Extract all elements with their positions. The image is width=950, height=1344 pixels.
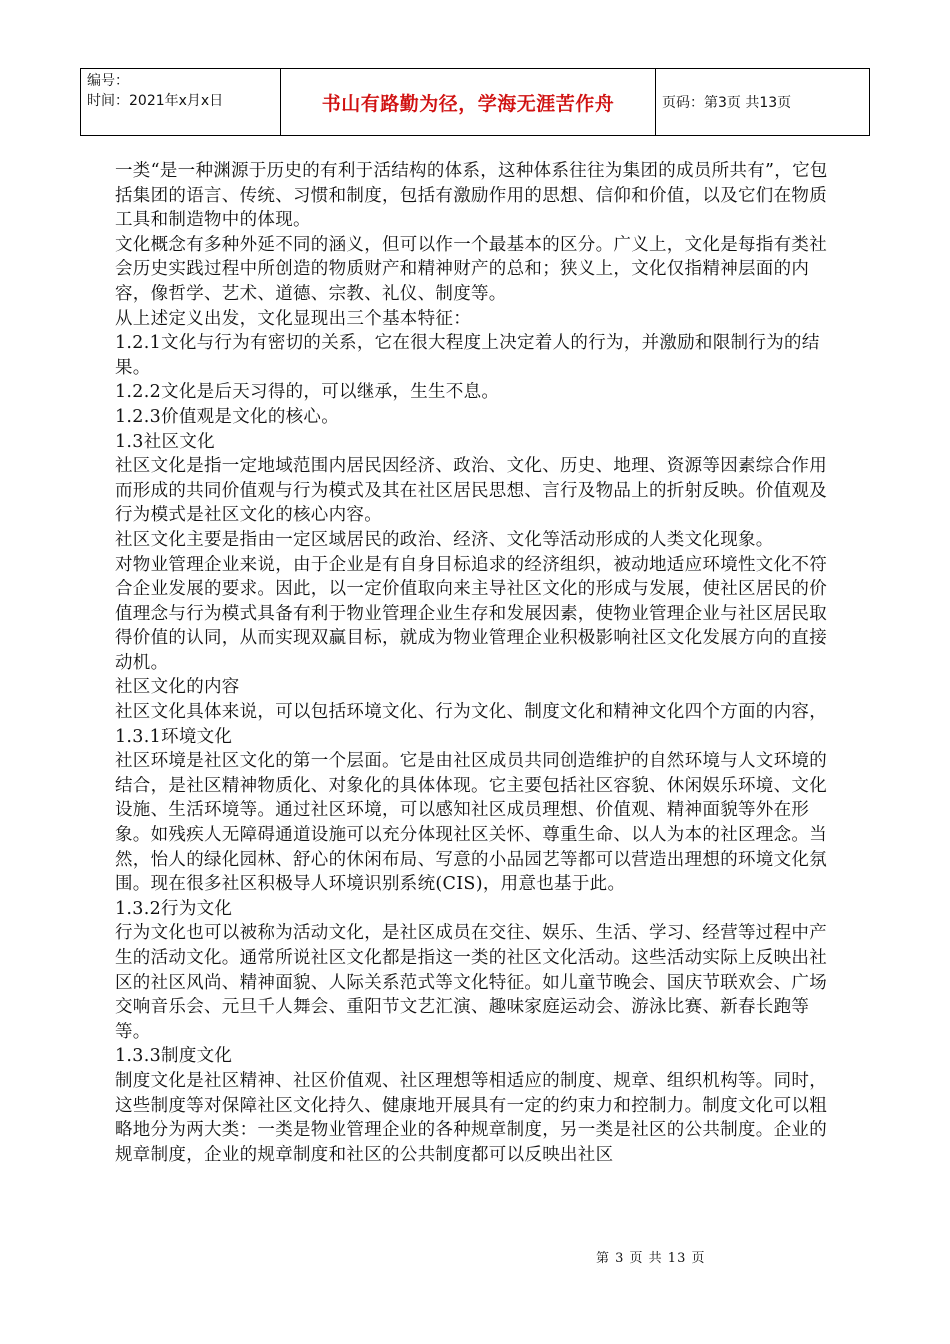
paragraph: 文化概念有多种外延不同的涵义，但可以作一个最基本的区分。广义上，文化是每指有类社会历史实践过程中所创造的物质财产和精神财产的总和；狭义上，文化仅指精神层面的内容，像哲学、艺术、道德、宗教、礼仪、制度等。 — [115, 234, 827, 304]
paragraph: 社区文化具体来说，可以包括环境文化、行为文化、制度文化和精神文化四个方面的内容， — [115, 702, 827, 723]
document-body — [115, 159, 840, 1167]
page-footer: 第 3 页 共 13 页 — [596, 1251, 706, 1266]
paragraph: 1.2.3价值观是文化的核心。 — [115, 406, 340, 427]
section-heading: 1.3.3制度文化 — [115, 1046, 233, 1067]
paragraph: 社区文化主要是指由一定区域居民的政治、经济、文化等活动形成的人类文化现象。 — [115, 529, 774, 550]
section-heading: 社区文化的内容 — [115, 677, 240, 698]
section-heading: 1.3.1环境文化 — [115, 726, 233, 747]
header-page-info: 页码：第3页 共13页 — [662, 95, 792, 111]
document-number-label: 编号： — [87, 73, 129, 89]
paragraph: 社区文化是指一定地域范围内居民因经济、政治、文化、历史、地理、资源等因素综合作用而形成的共同价值观与行为模式及其在社区居民思想、言行及物品上的折射反映。价值观及行为模式是社区文化的核心内容。 — [115, 456, 827, 526]
section-heading: 1.3.2行为文化 — [115, 898, 233, 919]
paragraph: 1.2.2文化是后天习得的，可以继承，生生不息。 — [115, 382, 500, 403]
paragraph: 对物业管理企业来说，由于企业是有自身目标追求的经济组织，被动地适应环境性文化不符合企业发展的要求。因此，以一定价值取向来主导社区文化的形成与发展，使社区居民的价值理念与行为模式具备有利于物业管理企业生存和发展因素，使物业管理企业与社区居民取得价值的认同，从而实现双赢目标，就成为物业管理企业积极影响社区文化发展方向的直接动机。 — [115, 554, 827, 673]
paragraph: 从上述定义出发，文化显现出三个基本特征： — [115, 308, 471, 329]
paragraph: 制度文化是社区精神、社区价值观、社区理想等相适应的制度、规章、组织机构等。同时，这些制度等对保障社区文化持久、健康地开展具有一定的约束力和控制力。制度文化可以粗略地分为两大类：一类是物业管理企业的各种规章制度，另一类是社区的公共制度。企业的规章制度，企业的规章制度和社区的公共制度都可以反映出社区 — [115, 1070, 827, 1165]
paragraph: 1.2.1文化与行为有密切的关系，它在很大程度上决定着人的行为，并激励和限制行为的结果。 — [115, 333, 820, 378]
paragraph: 行为文化也可以被称为活动文化，是社区成员在交往、娱乐、生活、学习、经营等过程中产生的活动文化。通常所说社区文化都是指这一类的社区文化活动。这些活动实际上反映出社区的社区风尚、精神面貌、人际关系范式等文化特征。如儿童节晚会、国庆节联欢会、广场交响音乐会、元旦千人舞会、重阳节文艺汇演、趣味家庭运动会、游泳比赛、新春长跑等等。 — [115, 923, 827, 1042]
paragraph: 一类“是一种渊源于历史的有利于活结构的体系，这种体系往往为集团的成员所共有”，它包括集团的语言、传统、习惯和制度，包括有激励作用的思想、信仰和价值，以及它们在物质工具和制造物中的体现。 — [115, 161, 828, 231]
header-meta — [81, 69, 281, 135]
page-header — [80, 68, 870, 136]
section-heading: 1.3社区文化 — [115, 431, 215, 452]
header-motto: 书山有路勤为径，学海无涯苦作舟 — [281, 69, 656, 135]
paragraph: 社区环境是社区文化的第一个层面。它是由社区成员共同创造维护的自然环境与人文环境的结合，是社区精神物质化、对象化的具体体现。它主要包括社区容貌、休闲娱乐环境、文化设施、生活环境等。通过社区环境，可以感知社区成员理想、价值观、精神面貌等外在形象。如残疾人无障碍通道设施可以充分体现社区关怀、尊重生命、以人为本的社区理念。当然，怡人的绿化园林、舒心的休闲布局、写意的小品园艺等都可以营造出理想的环境文化氛围。现在很多社区积极导人环境识别系统(CIS)，用意也基于此。 — [115, 751, 827, 895]
document-time-label: 时间：2021年x月x日 — [87, 93, 224, 109]
